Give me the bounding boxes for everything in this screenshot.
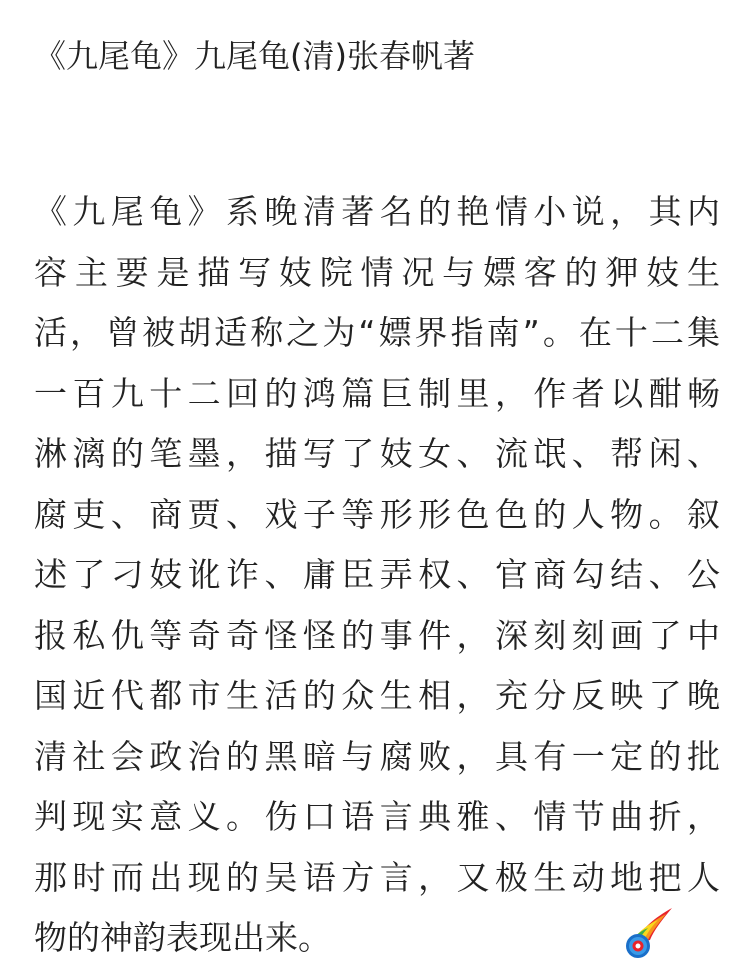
rainbow-flame-logo-icon [620, 900, 680, 960]
book-description [34, 182, 720, 969]
description-line: 活，曾被胡适称之为“嫖界指南”。在十二集 [34, 313, 720, 352]
description-line: 腐吏、商贾、戏子等形形色色的人物。叙 [34, 494, 720, 534]
description-line: 一百九十二回的鸿篇巨制里，作者以酣畅 [34, 373, 720, 413]
description-line: 《九尾龟》系晚清著名的艳情小说，其内 [34, 192, 720, 231]
book-title: 《九尾龟》九尾龟(清)张春帆著 [34, 37, 475, 75]
description-line: 容主要是描写妓院情况与嫖客的狎妓生 [34, 252, 720, 292]
description-line: 述了刁妓讹诈、庸臣弄权、官商勾结、公 [34, 555, 720, 594]
description-line: 清社会政治的黑暗与腐败，具有一定的批 [34, 736, 720, 776]
description-line: 那时而出现的吴语方言，又极生动地把人 [34, 857, 720, 897]
description-line: 物的神韵表现出来。 [34, 918, 331, 957]
description-line: 报私仇等奇奇怪怪的事件，深刻刻画了中 [34, 615, 720, 655]
description-line: 判现实意义。伤口语言典雅、情节曲折， [34, 797, 720, 836]
description-line: 淋漓的笔墨，描写了妓女、流氓、帮闲、 [34, 434, 720, 473]
description-line: 国近代都市生活的众生相，充分反映了晚 [34, 676, 720, 715]
